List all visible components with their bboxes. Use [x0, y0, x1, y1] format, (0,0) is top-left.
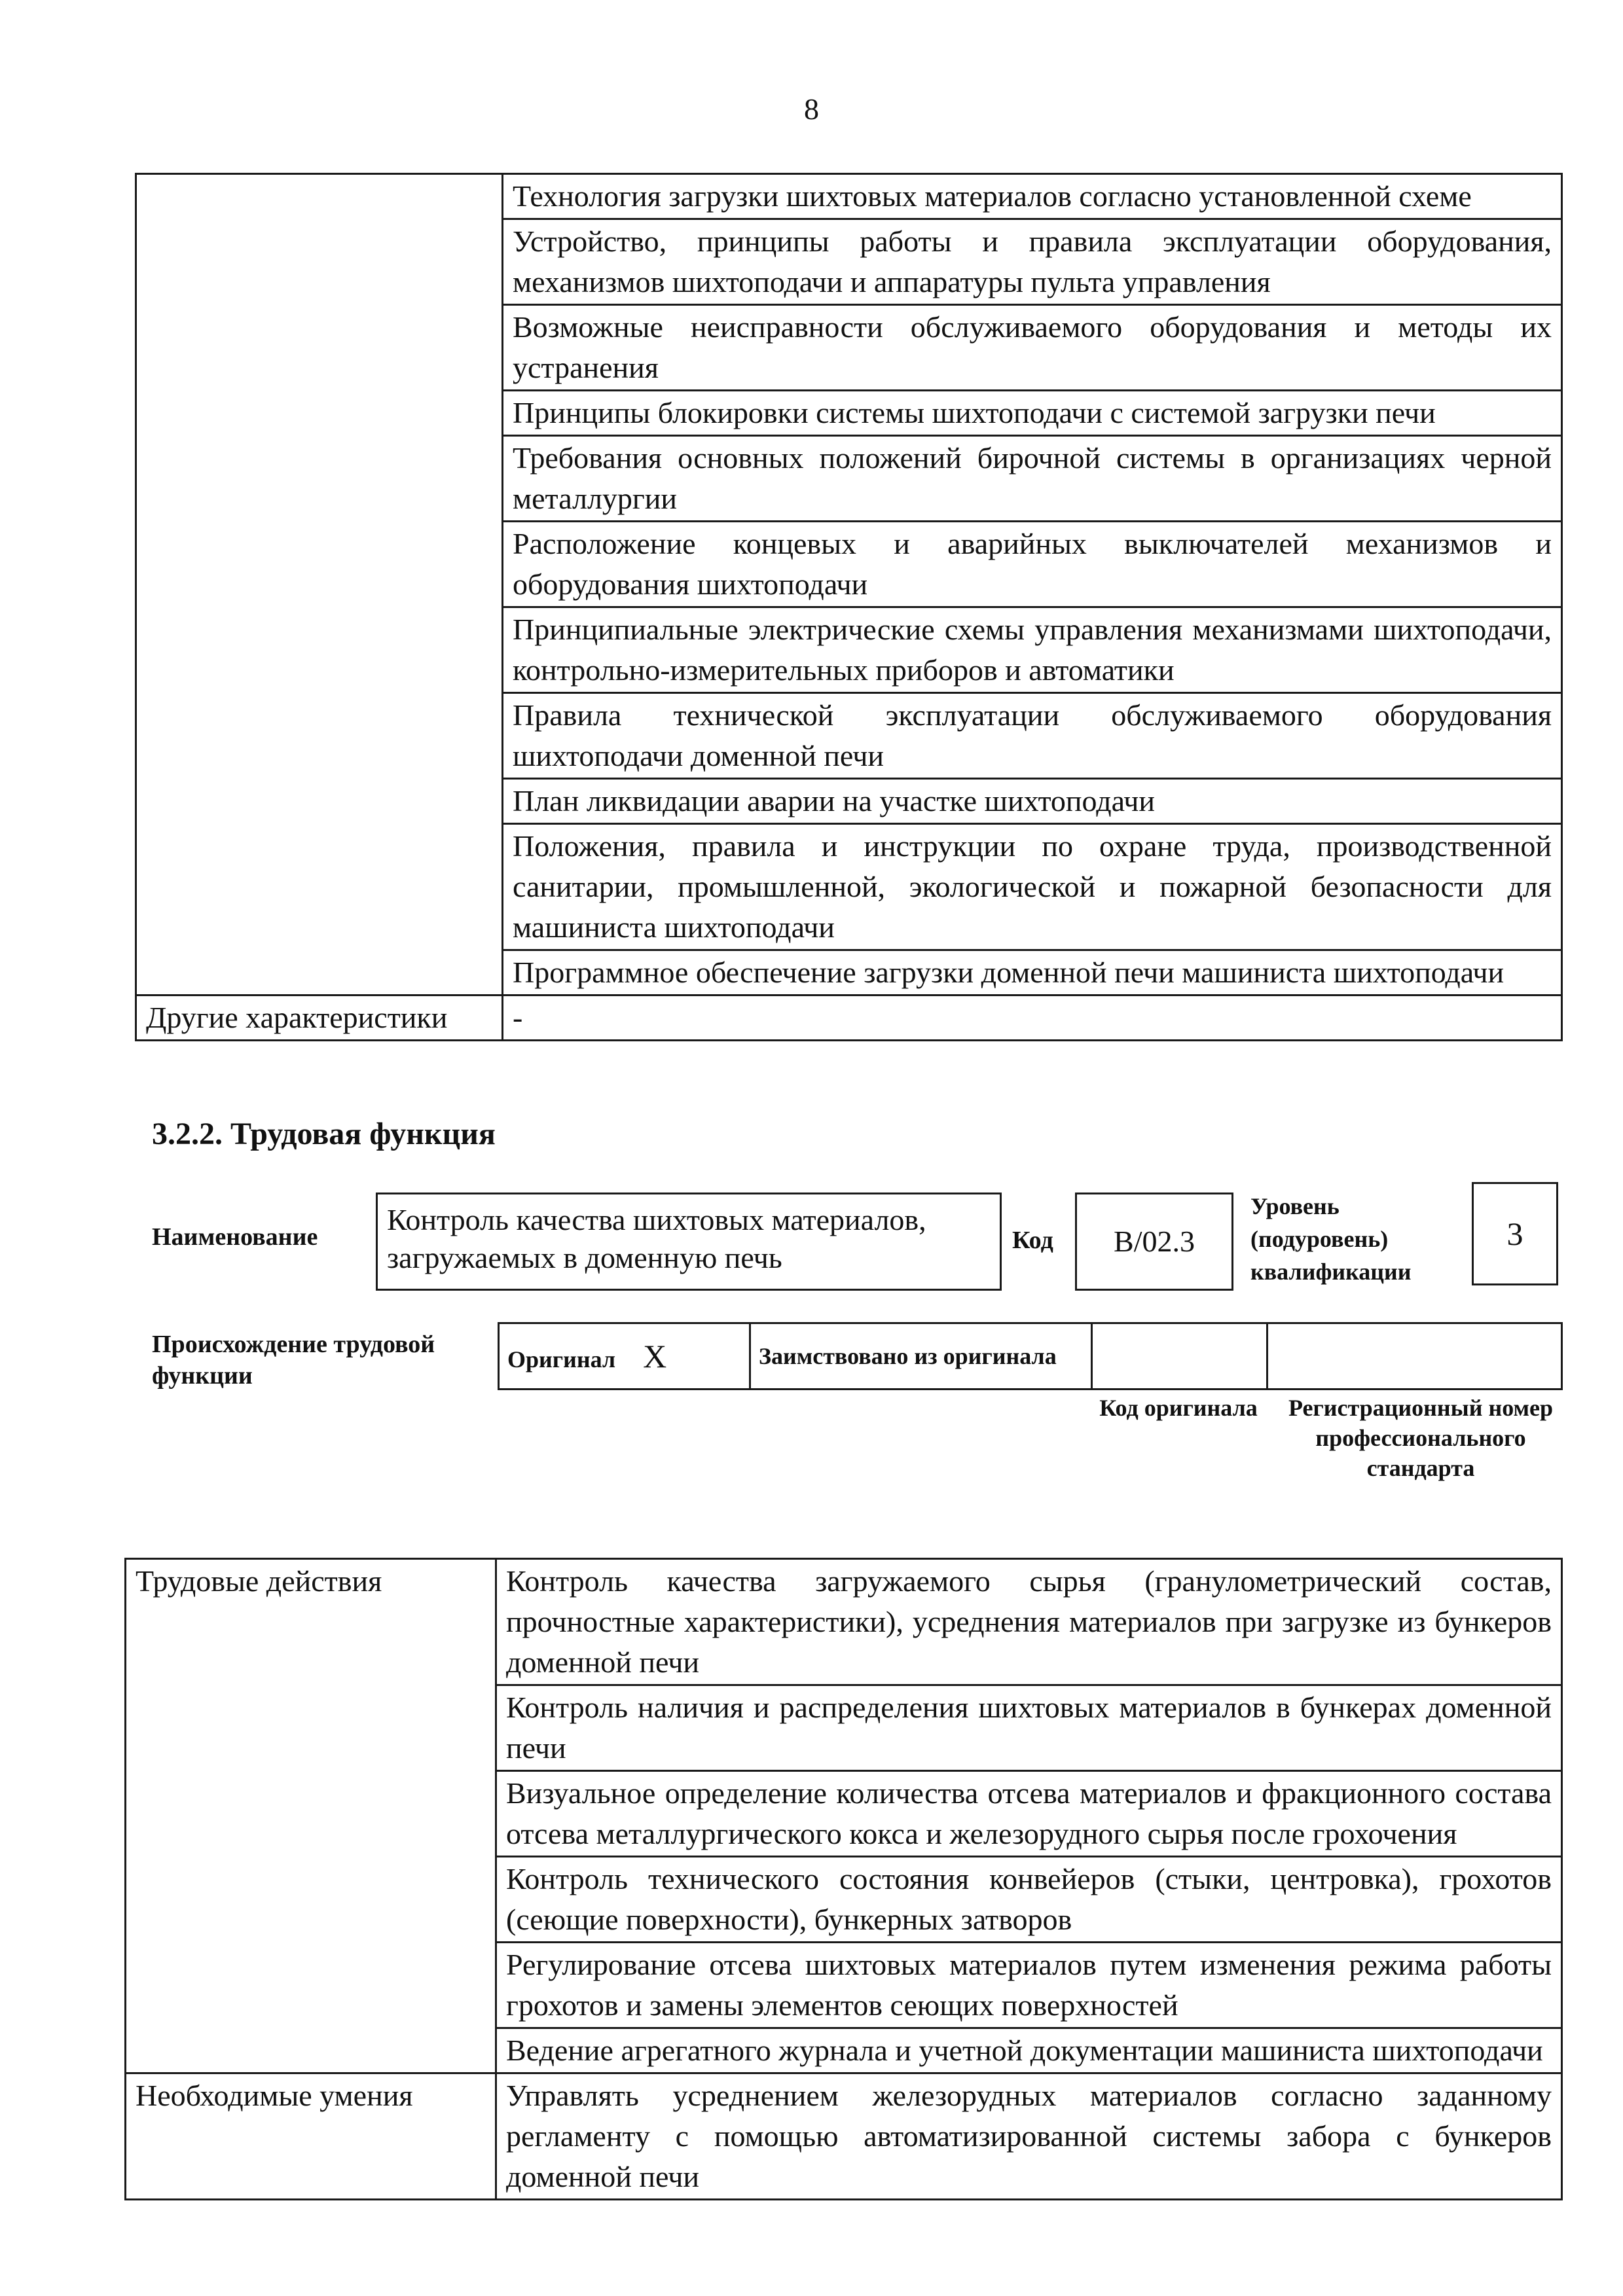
knowledge-item: Расположение концевых и аварийных выключателей механизмов и оборудования шихтоподачи	[503, 522, 1562, 607]
level-label	[1250, 1190, 1460, 1288]
knowledge-item: Устройство, принципы работы и правила эксплуатации оборудования, механизмов шихтоподачи и аппаратуры пульта управления	[503, 219, 1562, 305]
skill-item: Управлять усреднением железорудных материалов согласно заданному регламенту с помощью автоматизированной системы забора с бункеров доменной печи	[496, 2073, 1562, 2200]
skills-label: Необходимые умения	[126, 2073, 496, 2200]
knowledge-item: План ликвидации аварии на участке шихтоподачи	[503, 779, 1562, 824]
knowledge-item: Программное обеспечение загрузки доменной печи машиниста шихтоподачи	[503, 950, 1562, 996]
table-row	[136, 174, 1562, 219]
knowledge-item: Принципиальные электрические схемы управления механизмами шихтоподачи, контрольно-измерительных приборов и автоматики	[503, 607, 1562, 693]
code-label: Код	[1012, 1227, 1053, 1254]
origin-table	[498, 1322, 1563, 1390]
origin-label: Происхождение трудовой функции	[152, 1331, 435, 1390]
table-row	[126, 2073, 1562, 2200]
origin-original-label: Оригинал	[507, 1346, 616, 1372]
origin-code-cell	[1092, 1323, 1267, 1390]
knowledge-item: Требования основных положений бирочной системы в организациях черной металлургии	[503, 436, 1562, 522]
action-item: Контроль наличия и распределения шихтовых материалов в бункерах доменной печи	[496, 1685, 1562, 1771]
action-item: Ведение агрегатного журнала и учетной документации машиниста шихтоподачи	[496, 2028, 1562, 2073]
actions-table	[124, 1558, 1563, 2200]
knowledge-item: Технология загрузки шихтовых материалов согласно установленной схеме	[503, 174, 1562, 219]
origin-original-mark: X	[643, 1338, 667, 1374]
table-row	[136, 996, 1562, 1041]
page-number: 8	[804, 92, 819, 126]
origin-borrowed-cell: Заимствовано из оригинала	[750, 1323, 1092, 1390]
knowledge-item: Принципы блокировки системы шихтоподачи с системой загрузки печи	[503, 391, 1562, 436]
knowledge-item: Возможные неисправности обслуживаемого оборудования и методы их устранения	[503, 305, 1562, 391]
section-title: 3.2.2. Трудовая функция	[152, 1117, 496, 1151]
table-row	[126, 1559, 1562, 1685]
level-label-text: Уровень (подуровень) квалификации	[1250, 1193, 1412, 1285]
origin-reg-cell	[1267, 1323, 1562, 1390]
code-box: B/02.3	[1075, 1193, 1233, 1291]
origin-original-cell	[499, 1323, 750, 1390]
knowledge-label-cell	[136, 174, 503, 996]
knowledge-table	[135, 173, 1563, 1041]
knowledge-item: Положения, правила и инструкции по охране труда, производственной санитарии, промышленной, экологической и пожарной безопасности для машиниста шихтоподачи	[503, 824, 1562, 950]
knowledge-item: Правила технической эксплуатации обслуживаемого оборудования шихтоподачи доменной печи	[503, 693, 1562, 779]
other-label: Другие характеристики	[136, 996, 503, 1041]
other-value: -	[503, 996, 1562, 1041]
action-item: Контроль технического состояния конвейеров (стыки, центровка), грохотов (сеющие поверхности), бункерных затворов	[496, 1857, 1562, 1943]
action-item: Контроль качества загружаемого сырья (гранулометрический состав, прочностные характеристики), усреднения материалов при загрузке из бункеров доменной печи	[496, 1559, 1562, 1685]
level-box: 3	[1472, 1182, 1558, 1285]
action-item: Регулирование отсева шихтовых материалов путем изменения режима работы грохотов и замены элементов сеющих поверхностей	[496, 1943, 1562, 2028]
name-label: Наименование	[152, 1223, 318, 1251]
origin-reg-caption: Регистрационный номер профессионального стандарта	[1288, 1395, 1554, 1481]
action-item: Визуальное определение количества отсева материалов и фракционного состава отсева металлургического кокса и железорудного сырья после грохочения	[496, 1771, 1562, 1857]
origin-code-caption: Код оригинала	[1099, 1395, 1258, 1421]
function-name-box: Контроль качества шихтовых материалов, загружаемых в доменную печь	[376, 1193, 1002, 1291]
actions-label: Трудовые действия	[126, 1559, 496, 2073]
